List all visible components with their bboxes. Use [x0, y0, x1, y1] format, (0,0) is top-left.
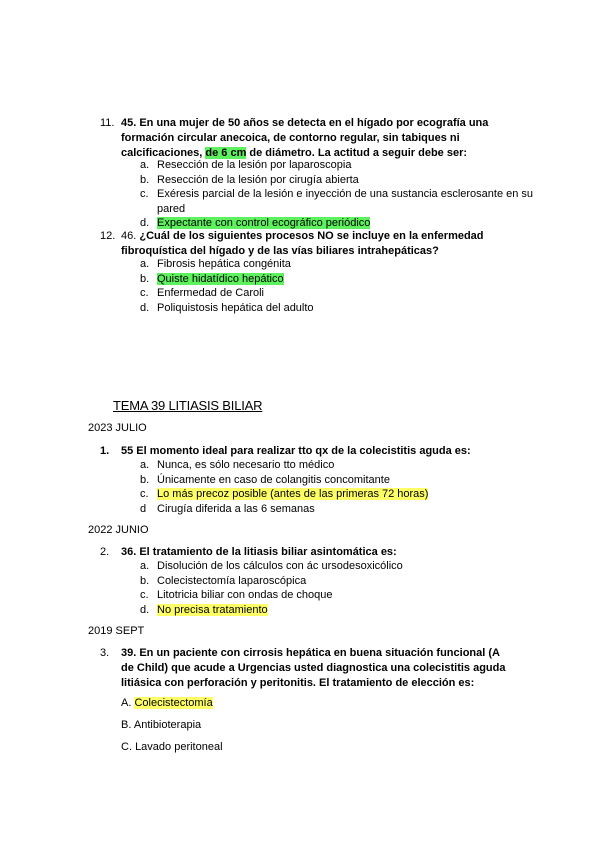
answer-option: B. Antibioterapia: [121, 719, 202, 731]
highlight-size: de 6 cm: [205, 147, 247, 159]
question-1: [100, 444, 520, 459]
question-11-options: [140, 158, 540, 231]
option: a. Fibrosis hepática congénita: [140, 258, 291, 270]
exam-date: 2023 JULIO: [88, 422, 147, 434]
question-2: [100, 545, 520, 560]
option: d. Poliquistosis hepática del adulto: [140, 301, 314, 314]
answer-option-answer: A. Colecistectomía: [121, 697, 213, 709]
exam-date: 2022 JUNIO: [88, 524, 149, 536]
question-2-options: [140, 559, 540, 617]
exam-date: 2019 SEPT: [88, 625, 145, 637]
question-12: [100, 229, 520, 259]
option-answer: d. No precisa tratamiento: [140, 603, 268, 616]
option: b. Resección de la lesión por cirugía abierta: [140, 173, 359, 186]
question-stem: 39. En un paciente con cirrosis hepática en buena situación funcional (A de Child) que acude a Urgencias usted diagnostica una colecistitis aguda litiásica con perforación y peritonitis. El tratamiento de elección es:: [121, 647, 506, 689]
option-answer: b. Quiste hidatídico hepático: [140, 272, 284, 285]
option: c. Enfermedad de Caroli: [140, 287, 265, 300]
question-number: 11.: [100, 117, 115, 129]
question-11: [100, 116, 520, 161]
option: b. Colecistectomía laparoscópica: [140, 574, 307, 587]
option-answer: d. Expectante con control ecográfico periódico: [140, 217, 371, 230]
option: c. Litotricia biliar con ondas de choque: [140, 589, 333, 602]
option: c. Exéresis parcial de la lesión e inyección de una sustancia esclerosante en su pared: [140, 188, 534, 215]
option: a. Resección de la lesión por laparoscopia: [140, 159, 352, 171]
option-answer: c. Lo más precoz posible (antes de las primeras 72 horas): [140, 488, 429, 501]
question-stem: 45. En una mujer de 50 años se detecta en el hígado por ecografía una formación circular anecoica, de contorno regular, sin tabiques ni calcificaciones, de 6 cm de diámetro. La actitud a seguir debe ser:: [121, 117, 489, 159]
option: d Cirugía diferida a las 6 semanas: [140, 502, 315, 515]
question-stem: 55 El momento ideal para realizar tto qx de la colecistitis aguda es:: [121, 445, 471, 457]
answer-option: C. Lavado peritoneal: [121, 741, 223, 753]
question-number: 1.: [100, 445, 110, 457]
question-1-options: [140, 458, 540, 516]
question-stem: 46. ¿Cuál de los siguientes procesos NO se incluye en la enfermedad fibroquística del hígado y de las vías biliares intrahepáticas?: [121, 230, 484, 257]
question-number: 12.: [100, 230, 116, 242]
question-number: 2.: [100, 546, 110, 558]
option: a. Disolución de los cálculos con ác ursodesoxicólico: [140, 560, 403, 572]
question-3: [100, 646, 510, 691]
section-title: TEMA 39 LITIASIS BILIAR: [113, 398, 263, 413]
question-stem: 36. El tratamiento de la litiasis biliar asintomática es:: [121, 546, 397, 558]
option: b. Únicamente en caso de colangitis concomitante: [140, 473, 390, 486]
option: a. Nunca, es sólo necesario tto médico: [140, 459, 335, 471]
question-12-options: [140, 257, 540, 315]
question-number: 3.: [100, 647, 110, 659]
